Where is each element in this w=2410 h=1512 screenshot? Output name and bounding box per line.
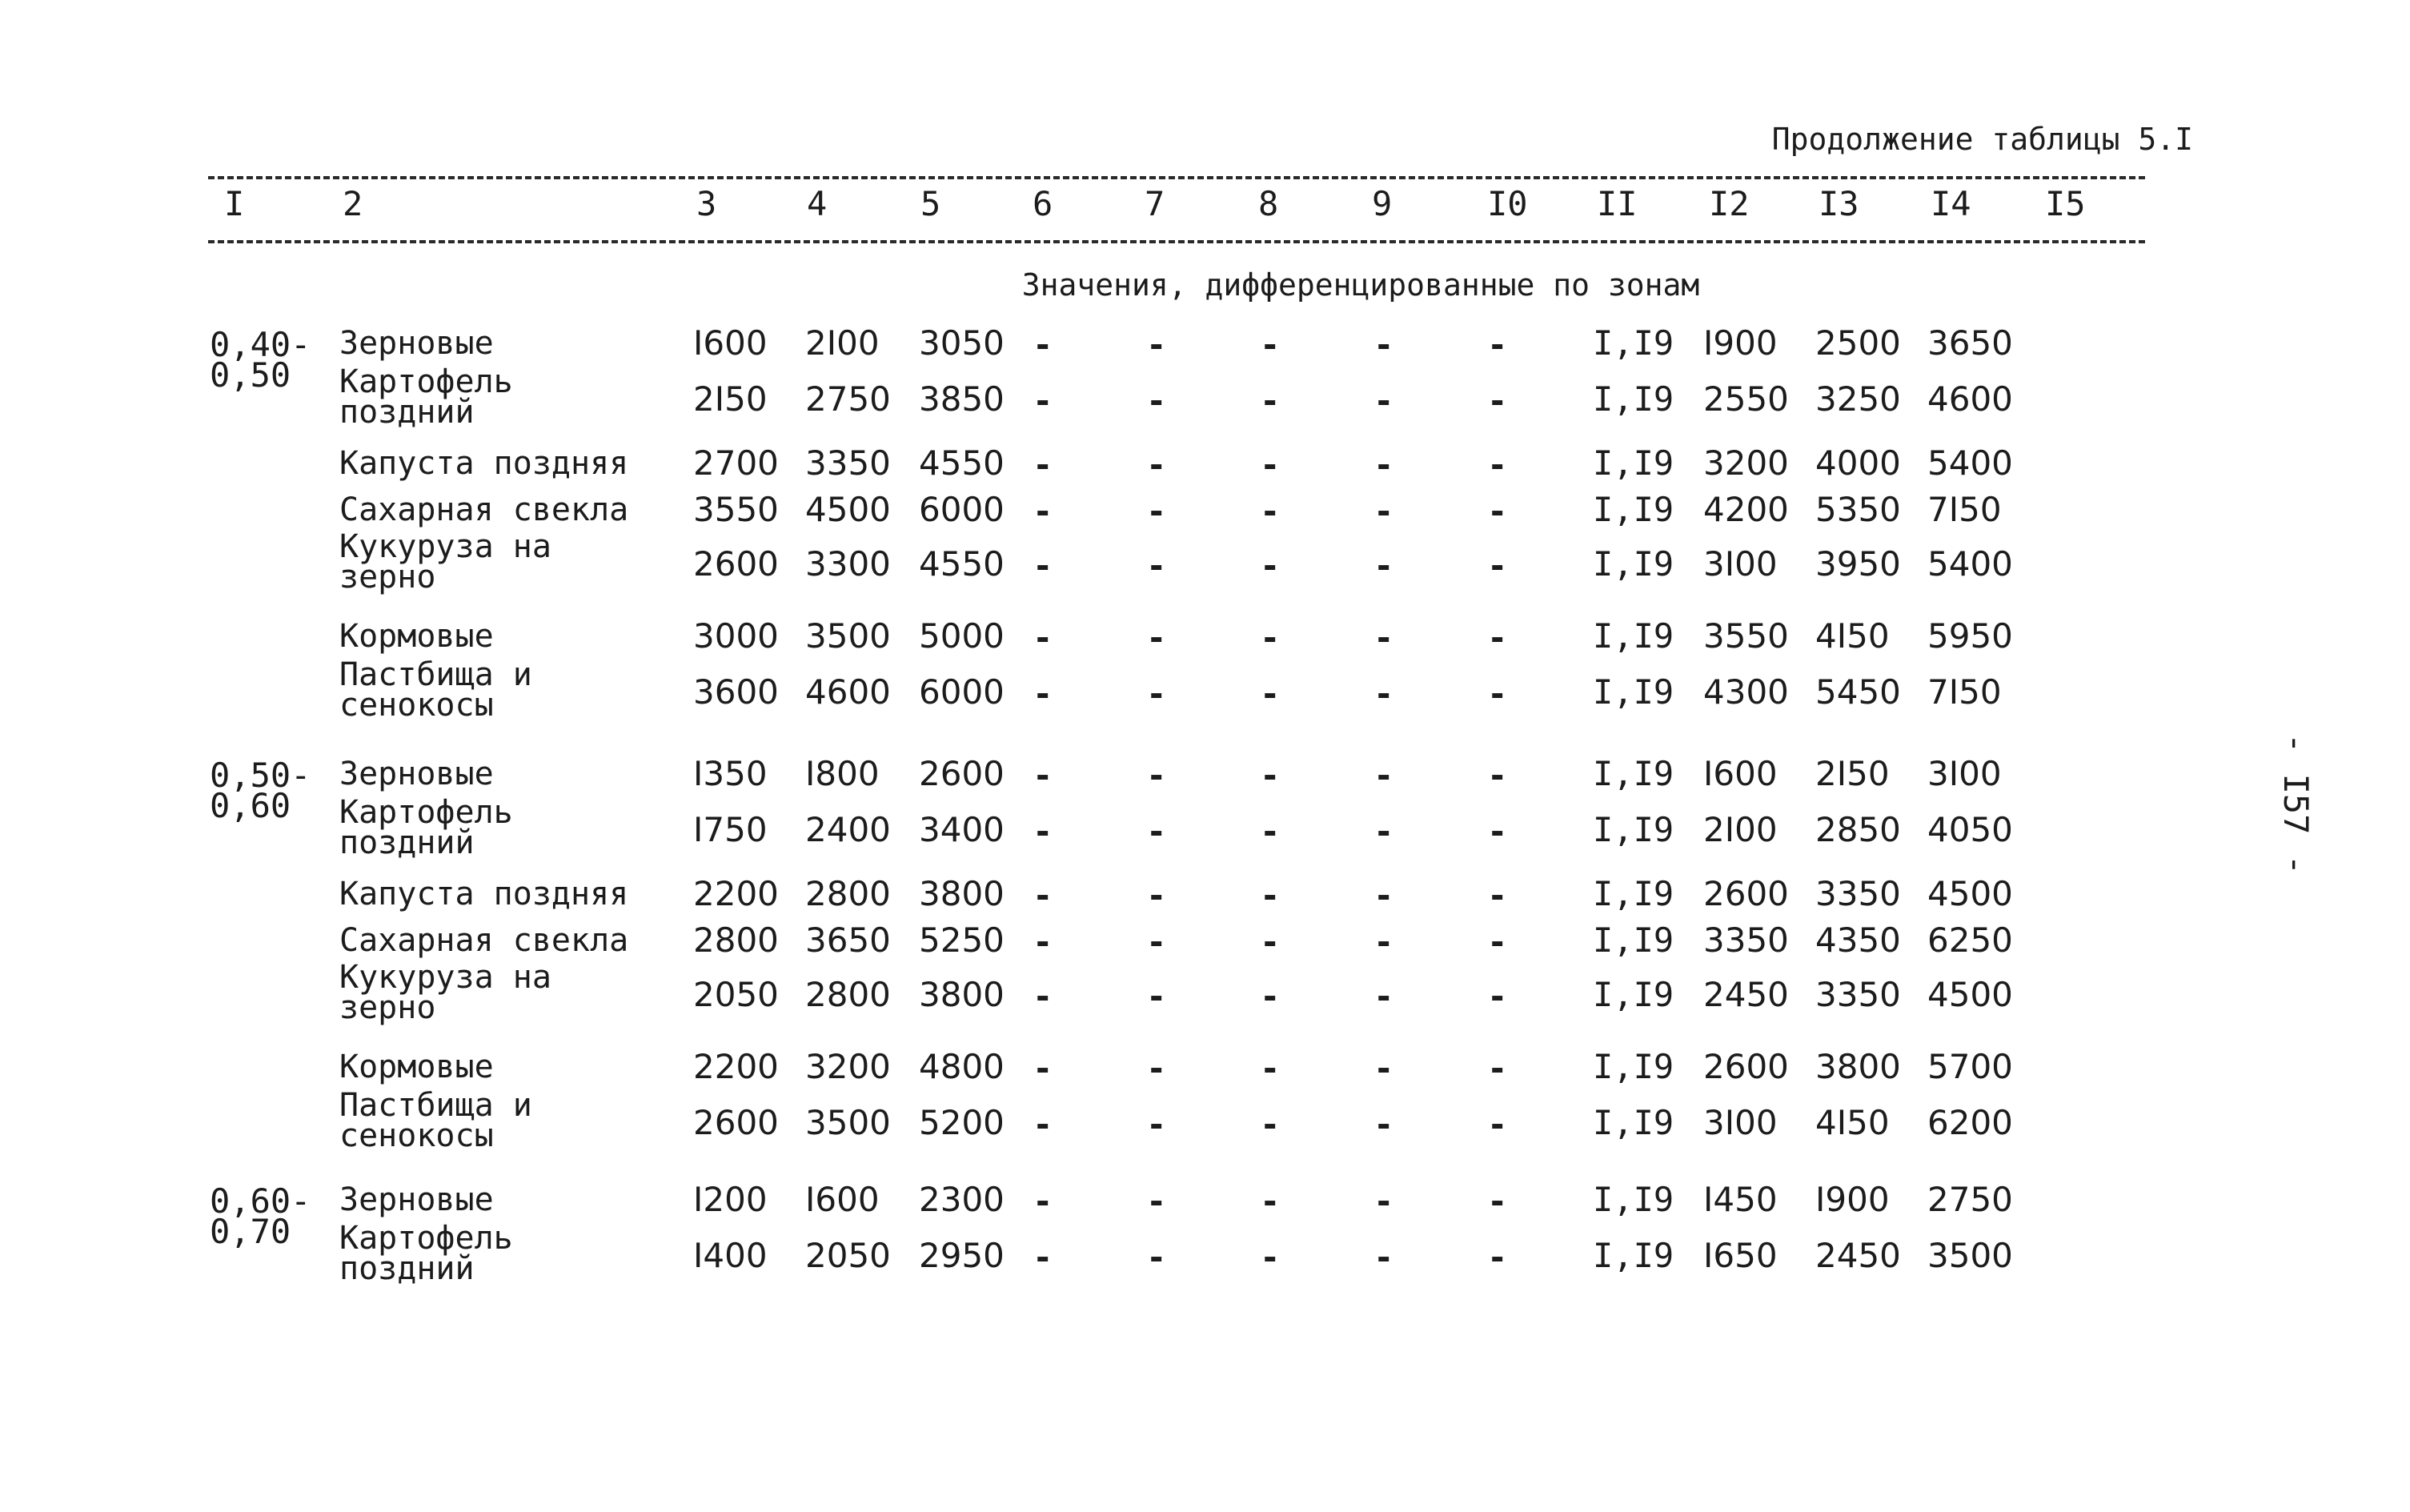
value-cell: I400 xyxy=(693,1236,768,1275)
value-cell: 2600 xyxy=(1703,874,1789,913)
value-cell: 5400 xyxy=(1927,443,2013,483)
empty-dash-cell: - xyxy=(1149,1181,1164,1221)
empty-dash-cell: - xyxy=(1377,491,1391,531)
crop-name: Зерновые xyxy=(339,1181,494,1218)
empty-dash-cell: - xyxy=(1036,1049,1050,1088)
coefficient-cell: I,I9 xyxy=(1593,443,1674,483)
empty-dash-cell: - xyxy=(1377,1237,1391,1277)
empty-dash-cell: - xyxy=(1263,325,1277,364)
value-cell: 2I50 xyxy=(1815,754,1890,793)
coefficient-cell: I,I9 xyxy=(1593,379,1674,419)
value-cell: 4050 xyxy=(1927,810,2013,849)
value-cell: 5700 xyxy=(1927,1047,2013,1086)
coefficient-cell: I,I9 xyxy=(1593,1103,1674,1142)
value-cell: 3800 xyxy=(919,975,1005,1014)
value-cell: 2400 xyxy=(805,810,891,849)
empty-dash-cell: - xyxy=(1490,922,1505,961)
crop-name: сенокосы xyxy=(339,687,494,724)
empty-dash-cell: - xyxy=(1149,325,1164,364)
value-cell: 5400 xyxy=(1927,544,2013,584)
empty-dash-cell: - xyxy=(1036,922,1050,961)
empty-dash-cell: - xyxy=(1149,618,1164,657)
empty-dash-cell: - xyxy=(1377,1049,1391,1088)
empty-dash-cell: - xyxy=(1036,674,1050,713)
empty-dash-cell: - xyxy=(1036,1105,1050,1144)
crop-name: Капуста поздняя xyxy=(339,876,629,912)
empty-dash-cell: - xyxy=(1263,756,1277,795)
value-cell: 2050 xyxy=(693,975,779,1014)
crop-name: поздний xyxy=(339,1250,475,1287)
value-cell: 3650 xyxy=(805,920,891,960)
value-cell: I800 xyxy=(805,754,880,793)
value-cell: 3550 xyxy=(693,490,779,529)
column-header: II xyxy=(1597,184,1638,223)
crop-name: зерно xyxy=(339,559,436,596)
empty-dash-cell: - xyxy=(1377,1105,1391,1144)
empty-dash-cell: - xyxy=(1490,756,1505,795)
value-cell: 2300 xyxy=(919,1180,1005,1219)
empty-dash-cell: - xyxy=(1377,325,1391,364)
value-cell: 3950 xyxy=(1815,544,1901,584)
column-header: I0 xyxy=(1487,184,1528,223)
value-cell: 2750 xyxy=(1927,1180,2013,1219)
column-header: 9 xyxy=(1372,184,1393,223)
empty-dash-cell: - xyxy=(1149,1237,1164,1277)
empty-dash-cell: - xyxy=(1036,491,1050,531)
value-cell: I900 xyxy=(1703,323,1778,363)
value-cell: 2I00 xyxy=(1703,810,1778,849)
empty-dash-cell: - xyxy=(1263,381,1277,420)
crop-name: Картофель xyxy=(339,794,513,831)
empty-dash-cell: - xyxy=(1377,618,1391,657)
coefficient-cell: I,I9 xyxy=(1593,544,1674,584)
value-cell: 3I00 xyxy=(1703,544,1778,584)
empty-dash-cell: - xyxy=(1490,491,1505,531)
empty-dash-cell: - xyxy=(1149,756,1164,795)
empty-dash-cell: - xyxy=(1490,977,1505,1016)
crop-name: Картофель xyxy=(339,363,513,400)
value-cell: I900 xyxy=(1815,1180,1890,1219)
crop-name: зерно xyxy=(339,989,436,1026)
value-cell: 2500 xyxy=(1815,323,1901,363)
value-cell: 4800 xyxy=(919,1047,1005,1086)
empty-dash-cell: - xyxy=(1490,1105,1505,1144)
value-cell: 2I00 xyxy=(805,323,880,363)
empty-dash-cell: - xyxy=(1263,1049,1277,1088)
value-cell: I200 xyxy=(693,1180,768,1219)
value-cell: 6250 xyxy=(1927,920,2013,960)
value-cell: 3000 xyxy=(693,616,779,656)
crop-name: Пастбища и xyxy=(339,656,532,693)
empty-dash-cell: - xyxy=(1377,546,1391,585)
empty-dash-cell: - xyxy=(1377,977,1391,1016)
column-header: I4 xyxy=(1931,184,1971,223)
value-cell: I350 xyxy=(693,754,768,793)
empty-dash-cell: - xyxy=(1149,491,1164,531)
zone-range-label: 0,50 xyxy=(210,355,291,395)
empty-dash-cell: - xyxy=(1490,546,1505,585)
value-cell: 5450 xyxy=(1815,672,1901,712)
value-cell: 2600 xyxy=(693,1103,779,1142)
empty-dash-cell: - xyxy=(1490,1237,1505,1277)
value-cell: I450 xyxy=(1703,1180,1778,1219)
zone-range-label: 0,60 xyxy=(210,786,291,825)
empty-dash-cell: - xyxy=(1149,922,1164,961)
crop-name: Кормовые xyxy=(339,1049,494,1085)
value-cell: I750 xyxy=(693,810,768,849)
crop-name: Сахарная свекла xyxy=(339,922,629,959)
value-cell: 5950 xyxy=(1927,616,2013,656)
empty-dash-cell: - xyxy=(1263,922,1277,961)
coefficient-cell: I,I9 xyxy=(1593,1236,1674,1275)
value-cell: 4550 xyxy=(919,443,1005,483)
value-cell: 3050 xyxy=(919,323,1005,363)
column-header: I3 xyxy=(1819,184,1859,223)
value-cell: 2850 xyxy=(1815,810,1901,849)
crop-name: Капуста поздняя xyxy=(339,445,629,482)
empty-dash-cell: - xyxy=(1036,977,1050,1016)
coefficient-cell: I,I9 xyxy=(1593,323,1674,363)
empty-dash-cell: - xyxy=(1263,491,1277,531)
empty-dash-cell: - xyxy=(1263,1237,1277,1277)
value-cell: 3I00 xyxy=(1703,1103,1778,1142)
crop-name: Кукуруза на xyxy=(339,959,551,996)
crop-name: Пастбища и xyxy=(339,1087,532,1124)
empty-dash-cell: - xyxy=(1490,674,1505,713)
value-cell: 4200 xyxy=(1703,490,1789,529)
value-cell: 5350 xyxy=(1815,490,1901,529)
value-cell: 4300 xyxy=(1703,672,1789,712)
empty-dash-cell: - xyxy=(1490,618,1505,657)
value-cell: 3300 xyxy=(805,544,891,584)
empty-dash-cell: - xyxy=(1263,1181,1277,1221)
crop-name: поздний xyxy=(339,394,475,431)
value-cell: 3350 xyxy=(1815,874,1901,913)
value-cell: 2550 xyxy=(1703,379,1789,419)
value-cell: 3350 xyxy=(1703,920,1789,960)
value-cell: 3500 xyxy=(1927,1236,2013,1275)
column-header: 6 xyxy=(1033,184,1053,223)
value-cell: 2600 xyxy=(919,754,1005,793)
zone-range-label: 0,70 xyxy=(210,1212,291,1251)
zone-range-label: 0,40- xyxy=(210,325,311,364)
value-cell: 3200 xyxy=(1703,443,1789,483)
crop-name: Картофель xyxy=(339,1220,513,1257)
empty-dash-cell: - xyxy=(1490,812,1505,851)
empty-dash-cell: - xyxy=(1377,812,1391,851)
column-header: I xyxy=(224,184,245,223)
value-cell: 3350 xyxy=(1815,975,1901,1014)
value-cell: 3800 xyxy=(1815,1047,1901,1086)
value-cell: 5250 xyxy=(919,920,1005,960)
empty-dash-cell: - xyxy=(1490,381,1505,420)
table-caption: Продолжение таблицы 5.I xyxy=(1771,122,2193,157)
value-cell: 7I50 xyxy=(1927,490,2002,529)
empty-dash-cell: - xyxy=(1377,381,1391,420)
coefficient-cell: I,I9 xyxy=(1593,672,1674,712)
column-header: 3 xyxy=(696,184,717,223)
value-cell: 3500 xyxy=(805,1103,891,1142)
value-cell: 4500 xyxy=(1927,975,2013,1014)
value-cell: 4500 xyxy=(805,490,891,529)
crop-name: Зерновые xyxy=(339,756,494,792)
value-cell: 3850 xyxy=(919,379,1005,419)
coefficient-cell: I,I9 xyxy=(1593,874,1674,913)
value-cell: 3500 xyxy=(805,616,891,656)
empty-dash-cell: - xyxy=(1149,445,1164,484)
value-cell: 6200 xyxy=(1927,1103,2013,1142)
value-cell: 4350 xyxy=(1815,920,1901,960)
crop-name: Кормовые xyxy=(339,618,494,655)
empty-dash-cell: - xyxy=(1263,618,1277,657)
coefficient-cell: I,I9 xyxy=(1593,616,1674,656)
column-header: 7 xyxy=(1145,184,1165,223)
value-cell: 3250 xyxy=(1815,379,1901,419)
page-number: - I57 - xyxy=(2276,732,2316,876)
empty-dash-cell: - xyxy=(1149,977,1164,1016)
value-cell: 2600 xyxy=(693,544,779,584)
value-cell: I600 xyxy=(693,323,768,363)
value-cell: 2750 xyxy=(805,379,891,419)
value-cell: I650 xyxy=(1703,1236,1778,1275)
value-cell: 2700 xyxy=(693,443,779,483)
empty-dash-cell: - xyxy=(1263,812,1277,851)
empty-dash-cell: - xyxy=(1377,674,1391,713)
empty-dash-cell: - xyxy=(1377,445,1391,484)
empty-dash-cell: - xyxy=(1036,756,1050,795)
crop-name: Зерновые xyxy=(339,325,494,362)
value-cell: I600 xyxy=(1703,754,1778,793)
value-cell: 7I50 xyxy=(1927,672,2002,712)
empty-dash-cell: - xyxy=(1036,618,1050,657)
zone-range-label: 0,50- xyxy=(210,756,311,795)
empty-dash-cell: - xyxy=(1377,756,1391,795)
value-cell: 3600 xyxy=(693,672,779,712)
empty-dash-cell: - xyxy=(1263,876,1277,915)
value-cell: 3400 xyxy=(919,810,1005,849)
empty-dash-cell: - xyxy=(1036,381,1050,420)
value-cell: 3650 xyxy=(1927,323,2013,363)
coefficient-cell: I,I9 xyxy=(1593,490,1674,529)
header-rule-bottom xyxy=(208,240,2145,243)
value-cell: 2800 xyxy=(693,920,779,960)
value-cell: 2450 xyxy=(1703,975,1789,1014)
empty-dash-cell: - xyxy=(1263,546,1277,585)
empty-dash-cell: - xyxy=(1490,1181,1505,1221)
crop-name: Сахарная свекла xyxy=(339,491,629,528)
value-cell: 2200 xyxy=(693,1047,779,1086)
empty-dash-cell: - xyxy=(1036,1181,1050,1221)
column-header: I2 xyxy=(1709,184,1750,223)
value-cell: 2450 xyxy=(1815,1236,1901,1275)
value-cell: I600 xyxy=(805,1180,880,1219)
empty-dash-cell: - xyxy=(1036,1237,1050,1277)
empty-dash-cell: - xyxy=(1263,977,1277,1016)
value-cell: 3550 xyxy=(1703,616,1789,656)
value-cell: 4000 xyxy=(1815,443,1901,483)
value-cell: 2600 xyxy=(1703,1047,1789,1086)
coefficient-cell: I,I9 xyxy=(1593,920,1674,960)
column-header: 4 xyxy=(807,184,828,223)
value-cell: 5200 xyxy=(919,1103,1005,1142)
value-cell: 4600 xyxy=(1927,379,2013,419)
header-rule-top xyxy=(208,176,2145,179)
column-header: 2 xyxy=(343,184,363,223)
value-cell: 3200 xyxy=(805,1047,891,1086)
empty-dash-cell: - xyxy=(1263,674,1277,713)
value-cell: 2800 xyxy=(805,975,891,1014)
empty-dash-cell: - xyxy=(1263,1105,1277,1144)
empty-dash-cell: - xyxy=(1377,922,1391,961)
value-cell: 6000 xyxy=(919,490,1005,529)
value-cell: 5000 xyxy=(919,616,1005,656)
value-cell: 2800 xyxy=(805,874,891,913)
empty-dash-cell: - xyxy=(1490,1049,1505,1088)
value-cell: 4500 xyxy=(1927,874,2013,913)
empty-dash-cell: - xyxy=(1036,546,1050,585)
empty-dash-cell: - xyxy=(1149,812,1164,851)
empty-dash-cell: - xyxy=(1149,876,1164,915)
empty-dash-cell: - xyxy=(1149,1105,1164,1144)
coefficient-cell: I,I9 xyxy=(1593,810,1674,849)
column-header: 8 xyxy=(1258,184,1279,223)
empty-dash-cell: - xyxy=(1149,674,1164,713)
crop-name: сенокосы xyxy=(339,1117,494,1154)
empty-dash-cell: - xyxy=(1149,1049,1164,1088)
coefficient-cell: I,I9 xyxy=(1593,1180,1674,1219)
value-cell: 4I50 xyxy=(1815,1103,1890,1142)
value-cell: 2050 xyxy=(805,1236,891,1275)
empty-dash-cell: - xyxy=(1377,876,1391,915)
value-cell: 3I00 xyxy=(1927,754,2002,793)
empty-dash-cell: - xyxy=(1036,325,1050,364)
empty-dash-cell: - xyxy=(1490,445,1505,484)
empty-dash-cell: - xyxy=(1490,325,1505,364)
column-header: I5 xyxy=(2045,184,2086,223)
section-subheading: Значения, дифференцированные по зонам xyxy=(1021,267,1700,303)
value-cell: 4600 xyxy=(805,672,891,712)
crop-name: поздний xyxy=(339,824,475,861)
empty-dash-cell: - xyxy=(1490,876,1505,915)
crop-name: Кукуруза на xyxy=(339,528,551,565)
empty-dash-cell: - xyxy=(1036,876,1050,915)
coefficient-cell: I,I9 xyxy=(1593,754,1674,793)
coefficient-cell: I,I9 xyxy=(1593,975,1674,1014)
value-cell: 2I50 xyxy=(693,379,768,419)
value-cell: 3800 xyxy=(919,874,1005,913)
column-header: 5 xyxy=(920,184,941,223)
value-cell: 2950 xyxy=(919,1236,1005,1275)
value-cell: 6000 xyxy=(919,672,1005,712)
value-cell: 4I50 xyxy=(1815,616,1890,656)
coefficient-cell: I,I9 xyxy=(1593,1047,1674,1086)
value-cell: 4550 xyxy=(919,544,1005,584)
value-cell: 3350 xyxy=(805,443,891,483)
empty-dash-cell: - xyxy=(1377,1181,1391,1221)
empty-dash-cell: - xyxy=(1036,812,1050,851)
empty-dash-cell: - xyxy=(1036,445,1050,484)
empty-dash-cell: - xyxy=(1263,445,1277,484)
empty-dash-cell: - xyxy=(1149,546,1164,585)
zone-range-label: 0,60- xyxy=(210,1181,311,1221)
value-cell: 2200 xyxy=(693,874,779,913)
empty-dash-cell: - xyxy=(1149,381,1164,420)
